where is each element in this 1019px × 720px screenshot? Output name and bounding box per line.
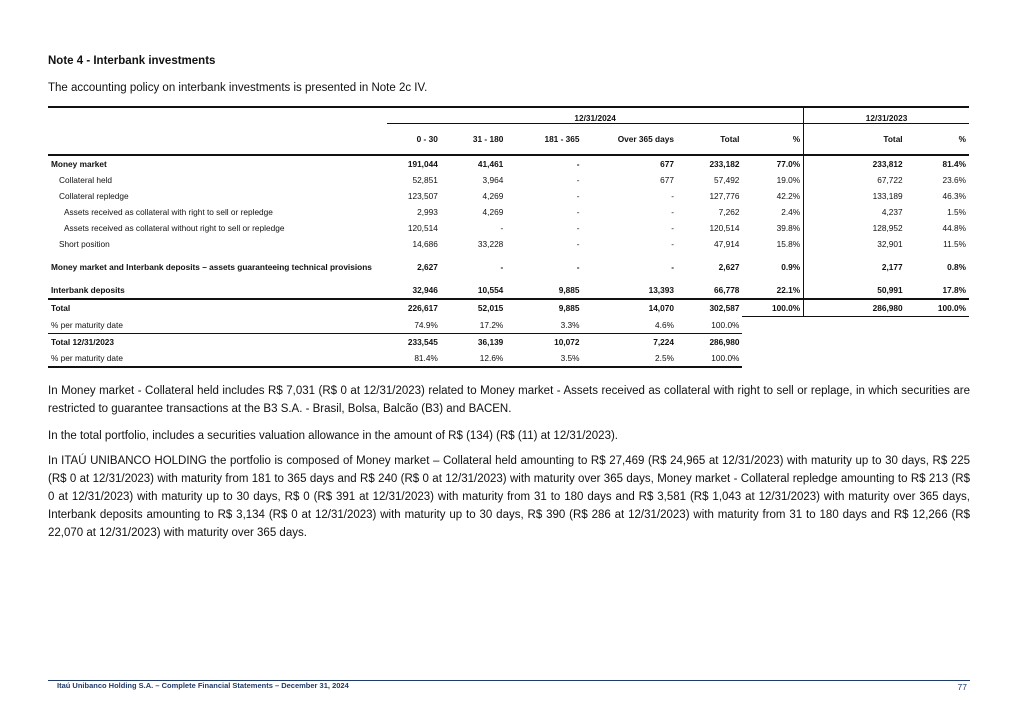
cell: 2.4% bbox=[781, 207, 801, 217]
cell: 57,492 bbox=[714, 175, 740, 185]
cell: 19.0% bbox=[776, 175, 801, 185]
cell: 7,262 bbox=[718, 207, 740, 217]
cell: 12.6% bbox=[441, 350, 506, 367]
table-row-collateral-repledge bbox=[48, 188, 969, 204]
cell: 100.0% bbox=[677, 350, 742, 367]
cell: - bbox=[671, 262, 674, 272]
cell: 2,627 bbox=[417, 262, 438, 272]
period-header-row bbox=[48, 107, 969, 124]
table-row-total bbox=[48, 299, 969, 317]
col-header-181-365: 181 - 365 bbox=[506, 124, 582, 156]
cell: 128,952 bbox=[804, 220, 906, 236]
col-header-0-30: 0 - 30 bbox=[387, 124, 441, 156]
cell: 3.3% bbox=[560, 319, 580, 330]
column-header-row bbox=[48, 124, 969, 156]
cell: 233,812 bbox=[804, 155, 906, 172]
cell: 3,964 bbox=[482, 175, 504, 185]
cell: 74.9% bbox=[414, 319, 438, 330]
cell: 226,617 bbox=[387, 299, 441, 317]
cell: 191,044 bbox=[407, 159, 438, 169]
cell: 17.2% bbox=[479, 319, 504, 330]
table-row-percent-maturity-prior bbox=[48, 350, 969, 367]
cell: 41,461 bbox=[477, 159, 504, 169]
col-header-over-365: Over 365 days bbox=[583, 124, 677, 156]
cell: 1.5% bbox=[947, 207, 966, 217]
cell: 11.5% bbox=[943, 239, 966, 249]
cell: - bbox=[671, 207, 674, 217]
cell: 302,587 bbox=[677, 299, 742, 317]
cell: 4,237 bbox=[804, 204, 906, 220]
cell: 2,627 bbox=[718, 262, 740, 272]
cell: 0.8% bbox=[947, 262, 966, 272]
cell: - bbox=[576, 191, 580, 201]
cell: - bbox=[500, 262, 504, 272]
col-header-total: Total bbox=[677, 124, 742, 156]
cell: 3.5% bbox=[506, 350, 582, 367]
cell: 81.4% bbox=[942, 159, 966, 169]
col-header-percent-prior: % bbox=[906, 124, 969, 156]
table-row-money-market bbox=[48, 155, 969, 172]
paragraph-allowance-note: In the total portfolio, includes a securities valuation allowance in the amount of R$ (134) (R$ (11) at 12/31/2023). bbox=[48, 430, 619, 442]
cell: 32,901 bbox=[804, 236, 906, 252]
cell: 42.2% bbox=[776, 191, 801, 201]
cell: 2,993 bbox=[417, 207, 438, 217]
period-current-header: 12/31/2024 bbox=[387, 107, 803, 124]
cell: 133,189 bbox=[804, 188, 906, 204]
cell: 677 bbox=[660, 159, 674, 169]
row-label: % per maturity date bbox=[48, 350, 387, 367]
cell: 4.6% bbox=[655, 319, 674, 330]
table-row-assets-without-right bbox=[48, 220, 969, 236]
table-row-technical-provisions bbox=[48, 252, 969, 282]
cell: 67,722 bbox=[804, 172, 906, 188]
cell: 33,228 bbox=[477, 239, 504, 249]
cell: 120,514 bbox=[709, 223, 740, 233]
cell: 36,139 bbox=[441, 333, 506, 350]
page-number: 77 bbox=[957, 682, 967, 692]
period-prior-header: 12/31/2023 bbox=[804, 107, 969, 124]
row-label: Collateral held bbox=[59, 175, 113, 185]
cell: - bbox=[576, 239, 580, 249]
cell: 10,072 bbox=[506, 333, 582, 350]
cell: 22.1% bbox=[776, 285, 801, 295]
cell: 47,914 bbox=[714, 239, 740, 249]
table-row-collateral-held bbox=[48, 172, 969, 188]
cell: - bbox=[576, 175, 580, 185]
cell: 123,507 bbox=[407, 191, 438, 201]
cell: 52,851 bbox=[412, 175, 438, 185]
cell: 77.0% bbox=[776, 159, 801, 169]
table-row-assets-with-right bbox=[48, 204, 969, 220]
note-title: Note 4 - Interbank investments bbox=[48, 55, 216, 67]
cell: 233,545 bbox=[387, 333, 441, 350]
cell: 10,554 bbox=[477, 285, 504, 295]
cell: - bbox=[576, 207, 580, 217]
row-label: Short position bbox=[59, 239, 110, 249]
cell: 2,177 bbox=[804, 252, 906, 282]
cell: 2.5% bbox=[583, 350, 677, 367]
row-label: Money market bbox=[51, 159, 107, 169]
cell: 677 bbox=[660, 175, 674, 185]
cell: 0.9% bbox=[781, 262, 801, 272]
paragraph-collateral-note: In Money market - Collateral held includes R$ 7,031 (R$ 0 at 12/31/2023) related to Money market - Assets received as collateral with right to sell or replage, in which securities are restricted to guarantee transactions at the B3 S.A. - Brasil, Bolsa, Balcão (B3) and BACEN. bbox=[48, 385, 970, 415]
cell: 39.8% bbox=[776, 223, 801, 233]
cell: 7,224 bbox=[583, 333, 677, 350]
note-intro: The accounting policy on interbank investments is presented in Note 2c IV. bbox=[48, 82, 428, 94]
cell: 13,393 bbox=[648, 285, 674, 295]
cell: 286,980 bbox=[677, 333, 742, 350]
cell: 233,182 bbox=[709, 159, 740, 169]
cell: 100.0% bbox=[906, 299, 969, 317]
col-header-percent: % bbox=[742, 124, 803, 156]
cell: 9,885 bbox=[558, 285, 580, 295]
interbank-investments-table bbox=[48, 106, 969, 368]
cell: 81.4% bbox=[387, 350, 441, 367]
cell: 52,015 bbox=[441, 299, 506, 317]
cell: 9,885 bbox=[506, 299, 582, 317]
cell: - bbox=[671, 223, 674, 233]
cell: 100.0% bbox=[742, 299, 803, 317]
cell: 286,980 bbox=[804, 299, 906, 317]
table-row-interbank-deposits bbox=[48, 282, 969, 299]
cell: 4,269 bbox=[482, 191, 504, 201]
cell: - bbox=[500, 223, 504, 233]
cell: 50,991 bbox=[804, 282, 906, 299]
cell: 46.3% bbox=[942, 191, 966, 201]
cell: 120,514 bbox=[407, 223, 438, 233]
row-label: Assets received as collateral with right to sell or repledge bbox=[64, 207, 273, 217]
col-header-total-prior: Total bbox=[804, 124, 906, 156]
cell: 14,070 bbox=[583, 299, 677, 317]
cell: 100.0% bbox=[711, 319, 740, 330]
cell: - bbox=[576, 159, 580, 169]
table-row-short-position bbox=[48, 236, 969, 252]
cell: 17.8% bbox=[942, 285, 966, 295]
cell: 32,946 bbox=[412, 285, 438, 295]
col-header-31-180: 31 - 180 bbox=[441, 124, 506, 156]
cell: 15.8% bbox=[776, 239, 801, 249]
cell: - bbox=[576, 262, 580, 272]
row-label: Total 12/31/2023 bbox=[48, 333, 387, 350]
cell: - bbox=[671, 191, 674, 201]
cell: 23.6% bbox=[942, 175, 966, 185]
table-row-percent-maturity bbox=[48, 317, 969, 334]
footer-text: Itaú Unibanco Holding S.A. – Complete Financial Statements – December 31, 2024 bbox=[57, 681, 349, 690]
paragraph-holding-portfolio: In ITAÚ UNIBANCO HOLDING the portfolio is composed of Money market – Collateral held amounting to R$ 27,469 (R$ 24,965 at 12/31/2023) with maturity up to 30 days, R$ 225 (R$ 0 at 12/31/2023) with maturity from 181 to 365 days and R$ 240 (R$ 0 at 12/31/2023) with maturity over 365 days, Money market - Collateral repledge amounting to R$ 213 (R$ 0 at 12/31/2023) with maturity up to 30 days, R$ 0 (R$ 391 at 12/31/2023) with maturity from 31 to 180 days and R$ 3,581 (R$ 1,043 at 12/31/2023) with maturity over 365 days, Interbank deposits amounting to R$ 3,134 (R$ 0 at 12/31/2023) with maturity up to 30 days, R$ 390 (R$ 286 at 12/31/2023) with maturity from 31 to 180 days and R$ 12,266 (R$ 22,070 at 12/31/2023) with maturity over 365 days. bbox=[48, 455, 970, 539]
row-label: % per maturity date bbox=[51, 319, 123, 330]
cell: 4,269 bbox=[482, 207, 504, 217]
cell: 127,776 bbox=[709, 191, 740, 201]
cell: 66,778 bbox=[714, 285, 740, 295]
cell: 44.8% bbox=[942, 223, 966, 233]
table-row-total-prior bbox=[48, 333, 969, 350]
row-label: Money market and Interbank deposits – assets guaranteeing technical provisions bbox=[51, 261, 372, 272]
row-label: Collateral repledge bbox=[59, 191, 129, 201]
cell: - bbox=[671, 239, 674, 249]
cell: 14,686 bbox=[412, 239, 438, 249]
row-label: Assets received as collateral without right to sell or repledge bbox=[64, 223, 285, 233]
cell: - bbox=[576, 223, 580, 233]
row-label: Interbank deposits bbox=[51, 285, 125, 295]
row-label: Total bbox=[48, 299, 387, 317]
